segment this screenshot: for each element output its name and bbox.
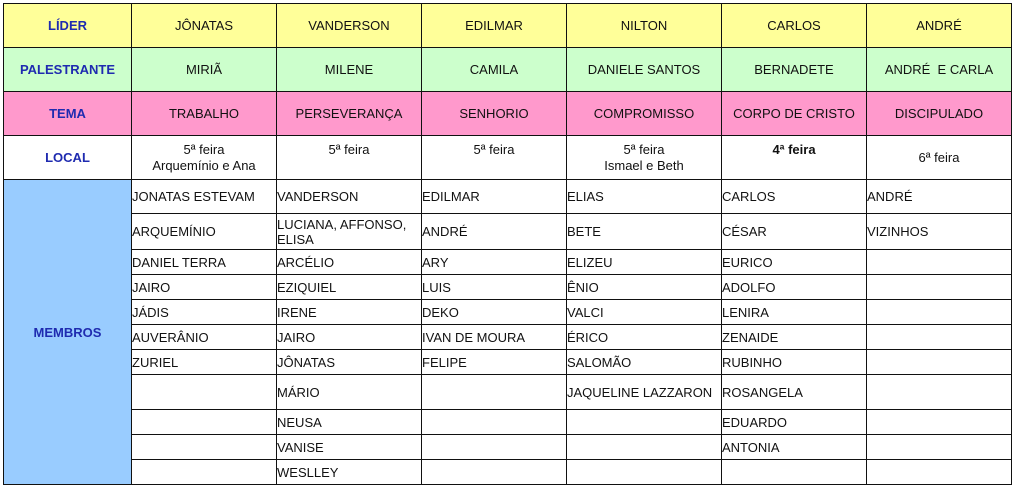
member-cell: ÉRICO bbox=[567, 325, 722, 350]
member-cell bbox=[867, 300, 1012, 325]
member-cell: VANDERSON bbox=[277, 180, 422, 214]
palestrante-cell: BERNADETE bbox=[722, 48, 867, 92]
local-day: 5ª feira bbox=[623, 142, 665, 157]
lider-row bbox=[4, 4, 1012, 48]
member-cell: ARCÉLIO bbox=[277, 250, 422, 275]
member-row bbox=[4, 325, 1012, 350]
member-row bbox=[4, 300, 1012, 325]
local-day: 5ª feira bbox=[473, 142, 515, 157]
cell-groups-table bbox=[3, 3, 1012, 485]
member-cell bbox=[867, 250, 1012, 275]
member-cell: JAIRO bbox=[277, 325, 422, 350]
tema-cell: SENHORIO bbox=[422, 92, 567, 136]
local-row bbox=[4, 136, 1012, 180]
member-cell: ANDRÉ bbox=[422, 214, 567, 250]
member-cell: LENIRA bbox=[722, 300, 867, 325]
member-cell: ROSANGELA bbox=[722, 375, 867, 410]
member-cell: VANISE bbox=[277, 435, 422, 460]
member-cell bbox=[867, 275, 1012, 300]
member-cell: ARY bbox=[422, 250, 567, 275]
member-cell bbox=[132, 460, 277, 485]
member-cell bbox=[867, 460, 1012, 485]
member-cell: MÁRIO bbox=[277, 375, 422, 410]
palestrante-cell: ANDRÉ E CARLA bbox=[867, 48, 1012, 92]
member-cell: ARQUEMÍNIO bbox=[132, 214, 277, 250]
member-cell: LUCIANA, AFFONSO, ELISA bbox=[277, 214, 422, 250]
member-cell bbox=[422, 460, 567, 485]
member-cell: SALOMÃO bbox=[567, 350, 722, 375]
member-cell: DEKO bbox=[422, 300, 567, 325]
member-cell: IRENE bbox=[277, 300, 422, 325]
local-day: 5ª feira bbox=[328, 142, 370, 157]
palestrante-row bbox=[4, 48, 1012, 92]
member-cell: ÊNIO bbox=[567, 275, 722, 300]
local-cell bbox=[867, 136, 1012, 180]
local-cell bbox=[132, 136, 277, 180]
member-cell bbox=[567, 435, 722, 460]
member-cell: JAIRO bbox=[132, 275, 277, 300]
member-cell bbox=[132, 375, 277, 410]
local-day: 5ª feira bbox=[183, 142, 225, 157]
member-cell bbox=[867, 435, 1012, 460]
member-cell bbox=[422, 410, 567, 435]
member-cell: EZIQUIEL bbox=[277, 275, 422, 300]
local-cell bbox=[277, 136, 422, 180]
member-cell: WESLLEY bbox=[277, 460, 422, 485]
member-row bbox=[4, 250, 1012, 275]
tema-row bbox=[4, 92, 1012, 136]
member-cell: EDILMAR bbox=[422, 180, 567, 214]
member-cell bbox=[422, 375, 567, 410]
member-cell bbox=[867, 350, 1012, 375]
member-cell bbox=[722, 460, 867, 485]
member-cell: LUIS bbox=[422, 275, 567, 300]
tema-cell: CORPO DE CRISTO bbox=[722, 92, 867, 136]
member-row bbox=[4, 214, 1012, 250]
member-cell: BETE bbox=[567, 214, 722, 250]
member-cell: EDUARDO bbox=[722, 410, 867, 435]
tema-cell: DISCIPULADO bbox=[867, 92, 1012, 136]
member-cell bbox=[867, 325, 1012, 350]
tema-cell: PERSEVERANÇA bbox=[277, 92, 422, 136]
members-section bbox=[4, 180, 1012, 485]
lider-cell: JÔNATAS bbox=[132, 4, 277, 48]
lider-cell: ANDRÉ bbox=[867, 4, 1012, 48]
member-row bbox=[4, 460, 1012, 485]
local-label: LOCAL bbox=[4, 136, 132, 180]
member-cell: DANIEL TERRA bbox=[132, 250, 277, 275]
member-row bbox=[4, 180, 1012, 214]
member-cell: JÁDIS bbox=[132, 300, 277, 325]
lider-cell: VANDERSON bbox=[277, 4, 422, 48]
palestrante-cell: MILENE bbox=[277, 48, 422, 92]
tema-cell: COMPROMISSO bbox=[567, 92, 722, 136]
member-cell bbox=[422, 435, 567, 460]
member-cell: ANDRÉ bbox=[867, 180, 1012, 214]
membros-label: MEMBROS bbox=[4, 180, 132, 485]
member-cell bbox=[867, 410, 1012, 435]
member-cell: JÔNATAS bbox=[277, 350, 422, 375]
lider-cell: CARLOS bbox=[722, 4, 867, 48]
member-row bbox=[4, 350, 1012, 375]
local-host: Ismael e Beth bbox=[604, 158, 684, 173]
local-cell bbox=[722, 136, 867, 180]
member-cell: ZURIEL bbox=[132, 350, 277, 375]
member-cell: NEUSA bbox=[277, 410, 422, 435]
member-cell: CÉSAR bbox=[722, 214, 867, 250]
local-cell bbox=[567, 136, 722, 180]
palestrante-cell: CAMILA bbox=[422, 48, 567, 92]
member-row bbox=[4, 435, 1012, 460]
lider-cell: NILTON bbox=[567, 4, 722, 48]
local-host: Arquemínio e Ana bbox=[152, 158, 256, 173]
member-cell bbox=[567, 410, 722, 435]
palestrante-cell: MIRIÃ bbox=[132, 48, 277, 92]
local-day: 4ª feira bbox=[772, 142, 816, 157]
palestrante-cell: DANIELE SANTOS bbox=[567, 48, 722, 92]
member-cell: RUBINHO bbox=[722, 350, 867, 375]
member-cell: FELIPE bbox=[422, 350, 567, 375]
member-row bbox=[4, 410, 1012, 435]
lider-label: LÍDER bbox=[4, 4, 132, 48]
member-cell: VIZINHOS bbox=[867, 214, 1012, 250]
member-cell: ADOLFO bbox=[722, 275, 867, 300]
member-cell bbox=[132, 435, 277, 460]
member-cell: ZENAIDE bbox=[722, 325, 867, 350]
member-cell: ELIAS bbox=[567, 180, 722, 214]
member-cell: JAQUELINE LAZZARON bbox=[567, 375, 722, 410]
palestrante-label: PALESTRANTE bbox=[4, 48, 132, 92]
member-row bbox=[4, 275, 1012, 300]
member-cell: JONATAS ESTEVAM bbox=[132, 180, 277, 214]
tema-cell: TRABALHO bbox=[132, 92, 277, 136]
member-row bbox=[4, 375, 1012, 410]
member-cell: EURICO bbox=[722, 250, 867, 275]
member-cell: IVAN DE MOURA bbox=[422, 325, 567, 350]
member-cell: ANTONIA bbox=[722, 435, 867, 460]
local-day: 6ª feira bbox=[918, 149, 960, 165]
tema-label: TEMA bbox=[4, 92, 132, 136]
member-cell bbox=[567, 460, 722, 485]
member-cell bbox=[867, 375, 1012, 410]
member-cell: CARLOS bbox=[722, 180, 867, 214]
lider-cell: EDILMAR bbox=[422, 4, 567, 48]
local-cell bbox=[422, 136, 567, 180]
member-cell: VALCI bbox=[567, 300, 722, 325]
member-cell bbox=[132, 410, 277, 435]
member-cell: AUVERÂNIO bbox=[132, 325, 277, 350]
member-cell: ELIZEU bbox=[567, 250, 722, 275]
